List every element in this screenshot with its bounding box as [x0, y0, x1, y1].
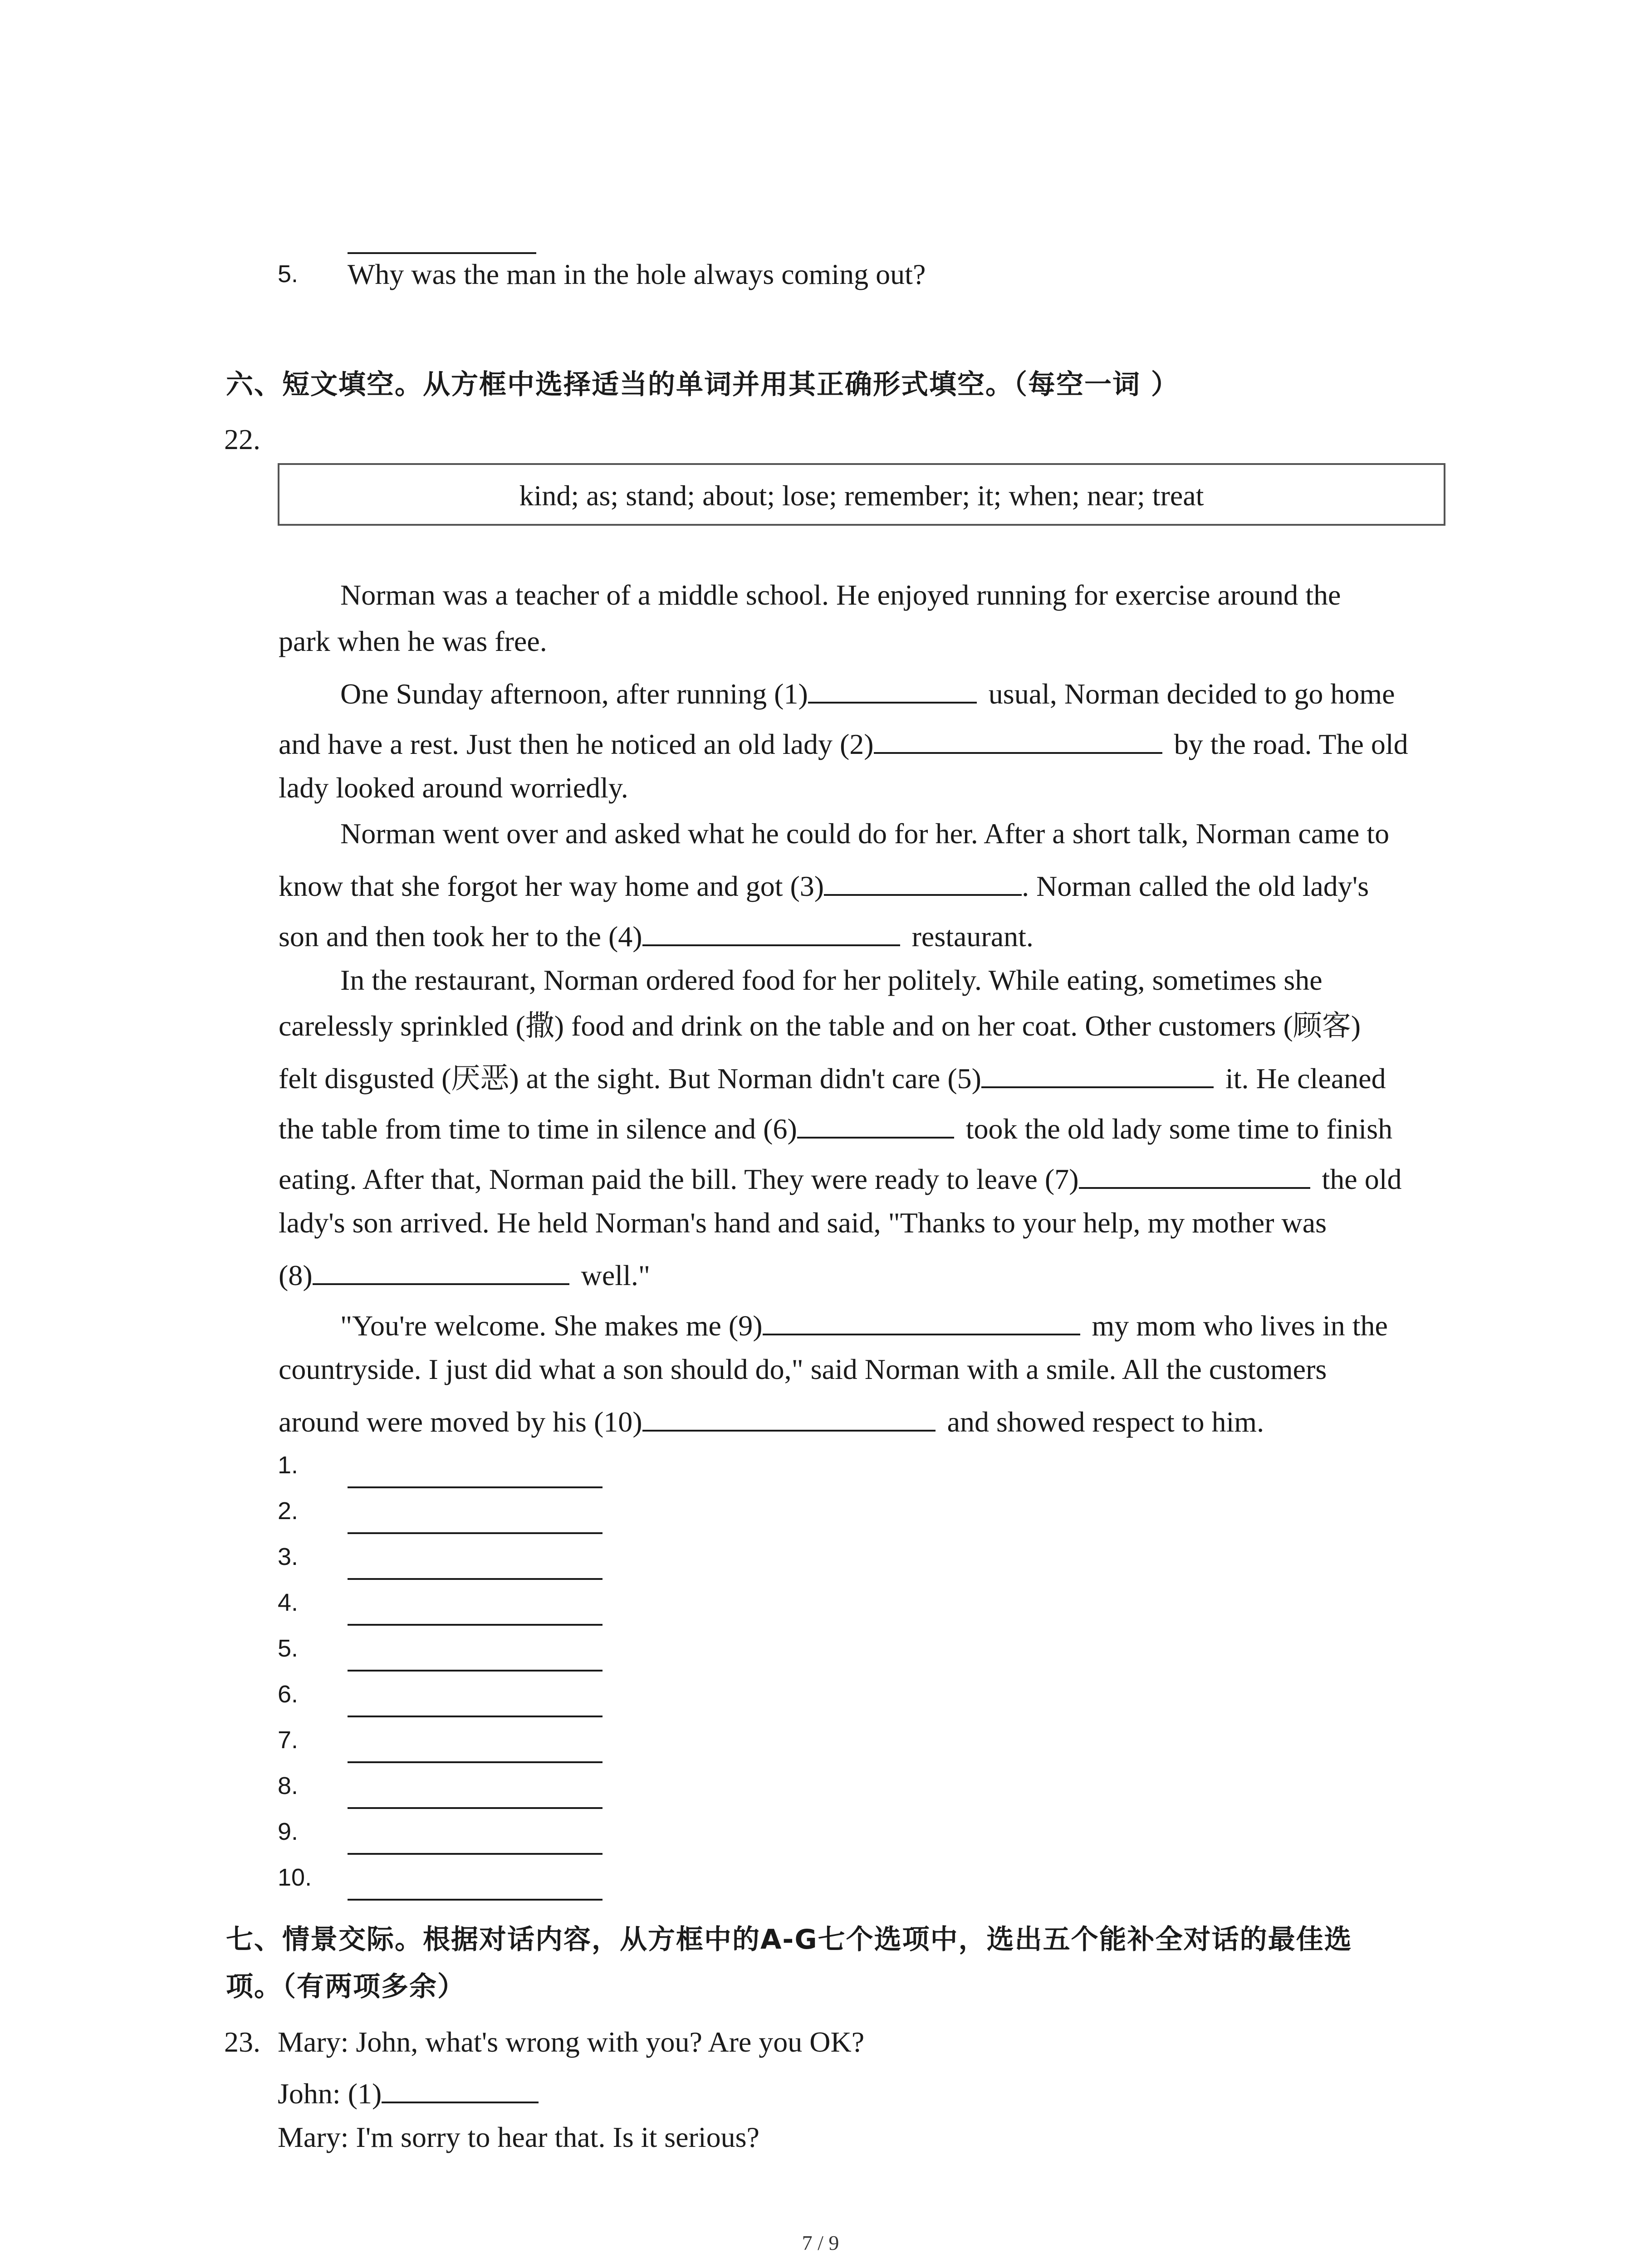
passage-line: lady's son arrived. He held Norman's hand and said, "Thanks to your help, my mother was	[279, 1207, 1327, 1239]
word-box	[278, 463, 1445, 526]
passage-text: "You're welcome. She makes me (9)	[340, 1310, 763, 1342]
passage-text: son and then took her to the (4)	[279, 920, 642, 953]
blank-9[interactable]	[763, 1309, 1080, 1335]
passage-line	[279, 728, 1408, 759]
answer-number: 8.	[278, 1772, 299, 1799]
passage-text: restaurant.	[911, 920, 1034, 953]
passage-line	[279, 870, 1369, 901]
blank-1[interactable]	[808, 677, 977, 704]
passage-line: Norman was a teacher of a middle school. He enjoyed running for exercise around the	[340, 579, 1341, 611]
blank-5[interactable]	[981, 1062, 1214, 1088]
section-heading-cont: 项。（有两项多余）	[226, 1971, 465, 2003]
passage-line	[279, 920, 1034, 951]
blank-7[interactable]	[1079, 1163, 1310, 1189]
question-text: Why was the man in the hole always coming out?	[348, 258, 926, 290]
passage-line: Norman went over and asked what he could do for her. After a short talk, Norman came to	[340, 817, 1390, 850]
passage-text: and showed respect to him.	[947, 1406, 1264, 1438]
passage-line: lady looked around worriedly.	[279, 772, 628, 804]
blank-4[interactable]	[642, 920, 900, 946]
passage-line	[279, 1163, 1401, 1194]
answer-blank[interactable]	[348, 1532, 603, 1534]
passage-line	[279, 1405, 1264, 1437]
answer-blank[interactable]	[348, 1853, 603, 1855]
word-box-text: kind; as; stand; about; lose; remember; it; when; near; treat	[519, 479, 1204, 512]
passage-line	[279, 1062, 1386, 1093]
answer-number: 10.	[278, 1864, 312, 1891]
passage-line	[279, 1259, 650, 1290]
passage-line	[340, 677, 1395, 709]
blank-6[interactable]	[797, 1112, 954, 1139]
page-number: 7 / 9	[802, 2231, 839, 2254]
question-number: 5.	[278, 260, 299, 288]
passage-text: took the old lady some time to finish	[965, 1113, 1393, 1145]
answer-blank[interactable]	[348, 1670, 603, 1672]
passage-text: felt disgusted (厌恶) at the sight. But Norman didn't care (5)	[279, 1062, 981, 1095]
blank-2[interactable]	[874, 728, 1162, 754]
blank-3[interactable]	[824, 870, 1022, 896]
answer-number: 3.	[278, 1543, 299, 1570]
answer-number: 1.	[278, 1452, 299, 1479]
section-heading: 六、短文填空。从方框中选择适当的单词并用其正确形式填空。（每空一词 ）	[226, 369, 1179, 401]
answer-blank[interactable]	[348, 1624, 603, 1626]
answer-number: 7.	[278, 1726, 299, 1754]
question-number: 23.	[224, 2026, 260, 2058]
dialog-text: John: (1)	[278, 2077, 382, 2110]
blank-10[interactable]	[642, 1405, 936, 1432]
passage-text: around were moved by his (10)	[279, 1406, 642, 1438]
answer-number: 9.	[278, 1818, 299, 1845]
answer-blank[interactable]	[348, 1578, 603, 1580]
passage-text: the old	[1322, 1163, 1402, 1195]
answer-blank[interactable]	[348, 1899, 603, 1901]
passage-text: the table from time to time in silence and (6)	[279, 1113, 797, 1145]
passage-text: (8)	[279, 1259, 313, 1291]
passage-line: countryside. I just did what a son should do," said Norman with a smile. All the customers	[279, 1353, 1327, 1385]
passage-text: well."	[581, 1259, 650, 1291]
passage-text: it. He cleaned	[1225, 1062, 1386, 1095]
passage-line	[279, 1112, 1392, 1144]
dialog-line: Mary: John, what's wrong with you? Are you OK?	[278, 2026, 865, 2058]
dialog-blank-1[interactable]	[382, 2077, 539, 2103]
passage-line: park when he was free.	[279, 625, 547, 657]
dialog-line: Mary: I'm sorry to hear that. Is it serious?	[278, 2121, 759, 2153]
answer-blank[interactable]	[348, 1486, 603, 1488]
passage-text: eating. After that, Norman paid the bill. They were ready to leave (7)	[279, 1163, 1079, 1195]
passage-text: my mom who lives in the	[1092, 1310, 1388, 1342]
passage-line	[340, 1309, 1388, 1340]
answer-blank[interactable]	[348, 1807, 603, 1809]
answer-blank[interactable]	[348, 1716, 603, 1717]
answer-number: 2.	[278, 1497, 299, 1525]
answer-blank[interactable]	[348, 252, 536, 254]
passage-line: carelessly sprinkled (撒) food and drink on the table and on her coat. Other customers (顾客)	[279, 1010, 1361, 1042]
passage-text: and have a rest. Just then he noticed an old lady (2)	[279, 728, 874, 760]
section-heading: 七、情景交际。根据对话内容，从方框中的A-G七个选项中，选出五个能补全对话的最佳选	[226, 1924, 1352, 1955]
answer-number: 5.	[278, 1635, 299, 1662]
answer-number: 4.	[278, 1589, 299, 1616]
answer-blank[interactable]	[348, 1761, 603, 1763]
question-number: 22.	[224, 423, 260, 455]
blank-8[interactable]	[313, 1259, 569, 1285]
dialog-line	[278, 2077, 539, 2108]
passage-text: by the road. The old	[1174, 728, 1408, 760]
passage-line: In the restaurant, Norman ordered food for her politely. While eating, sometimes she	[340, 964, 1323, 996]
answer-number: 6.	[278, 1681, 299, 1708]
passage-text: usual, Norman decided to go home	[988, 678, 1395, 710]
passage-text: . Norman called the old lady's	[1022, 870, 1369, 902]
passage-text: know that she forgot her way home and got (3)	[279, 870, 824, 902]
passage-text: One Sunday afternoon, after running (1)	[340, 678, 808, 710]
